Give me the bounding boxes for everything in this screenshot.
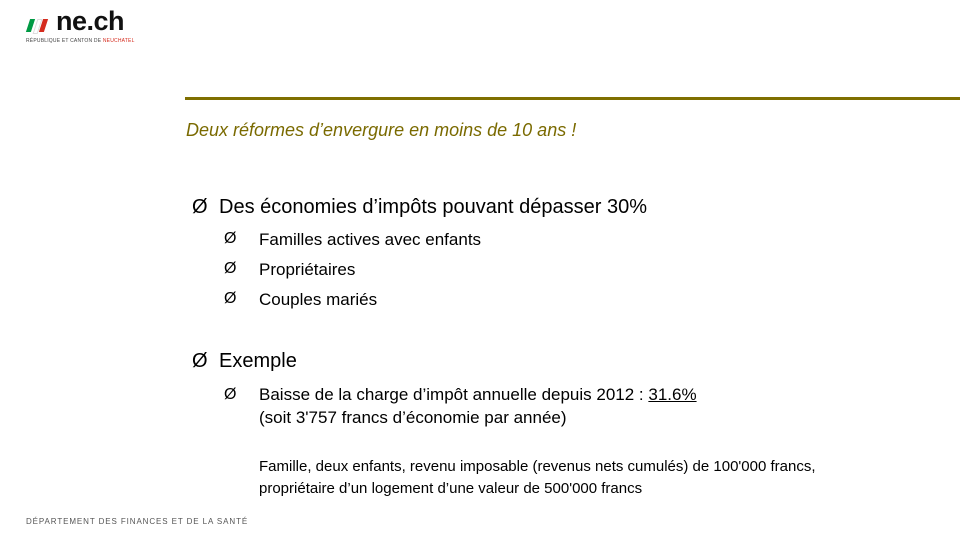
tax-reduction-value: 31.6% [648, 385, 697, 404]
arrow-bullet-icon: Ø [224, 290, 237, 307]
example-item: Ø Baisse de la charge d’impôt annuelle depuis 2012 : 31.6% (soit 3'757 francs d’économie par année) [224, 385, 697, 427]
example-note: Famille, deux enfants, revenu imposable (revenus nets cumulés) de 100'000 francs, propriétaire d’un logement d’une valeur de 500'000 francs [259, 458, 816, 497]
footer-department: DÉPARTEMENT DES FINANCES ET DE LA SANTÉ [26, 517, 249, 526]
slide-title: Deux réformes d’envergure en moins de 10 ans ! [186, 120, 577, 140]
section-heading-example: Ø Exemple [192, 350, 297, 372]
list-item: Ø Propriétaires [224, 260, 356, 279]
title-rule [185, 97, 960, 100]
list-item: Ø Couples mariés [224, 290, 378, 309]
section-heading-savings: Ø Des économies d’impôts pouvant dépasser 30% [192, 196, 648, 218]
arrow-bullet-icon: Ø [224, 230, 237, 247]
canton-flag-icon [26, 8, 54, 34]
arrow-bullet-icon: Ø [224, 386, 237, 403]
arrow-bullet-icon: Ø [192, 196, 208, 218]
logo [26, 8, 135, 44]
logo-text: ne.ch [56, 6, 125, 36]
logo-subtitle: RÉPUBLIQUE ET CANTON DE NEUCHATEL [26, 38, 135, 44]
arrow-bullet-icon: Ø [224, 260, 237, 277]
list-item: Ø Familles actives avec enfants [224, 230, 482, 249]
arrow-bullet-icon: Ø [192, 350, 208, 372]
